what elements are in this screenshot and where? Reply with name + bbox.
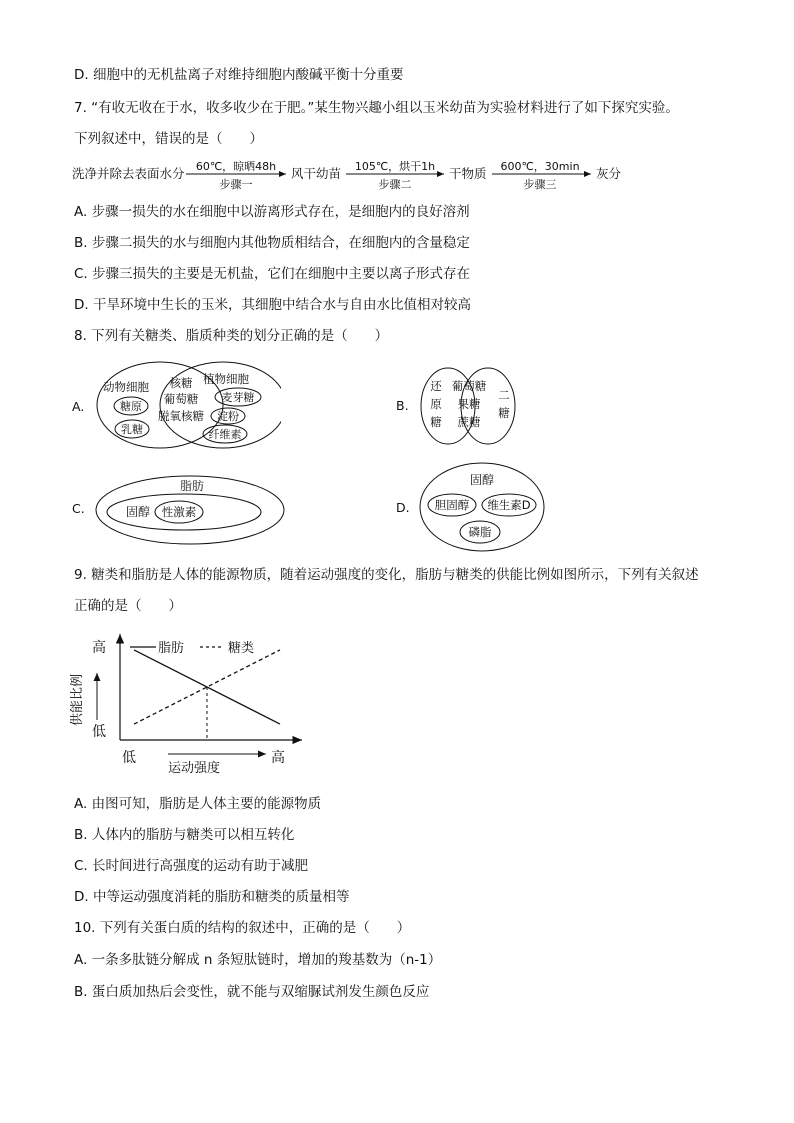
q8c-label: C. (72, 501, 85, 516)
glycogen-text: 糖原 (120, 400, 142, 413)
flow-end: 灰分 (596, 166, 622, 181)
phospholipid-text: 磷脂 (468, 525, 492, 539)
flow-mid2: 干物质 (449, 166, 487, 181)
plant-cell-title: 植物细胞 (203, 372, 249, 386)
q9-plot-area (134, 650, 280, 740)
q9-stem-line2: 正确的是（ ） (74, 598, 182, 614)
vitamin-d-text: 维生素D (487, 498, 531, 512)
x-tick-high: 高 (271, 750, 285, 766)
q8-option-c-diagram (66, 470, 291, 550)
flow-arrow2-top: 105℃，烘干1h (354, 160, 436, 173)
q7-flow-diagram (70, 155, 630, 195)
cholesterol-text: 胆固醇 (434, 498, 470, 512)
b-left-3: 糖 (430, 415, 442, 429)
q10-option-b: B. 蛋白质加热后会变性，就不能与双缩脲试剂发生颜色反应 (74, 984, 430, 1000)
q9-option-c: C. 长时间进行高强度的运动有助于减肥 (74, 858, 309, 874)
flow-arrow1-bottom: 步骤一 (219, 178, 253, 191)
flow-arrow1-top: 60℃，晾晒48h (195, 160, 277, 173)
flow-arrow3-top: 600℃，30min (500, 160, 580, 173)
q7-option-a: A. 步骤一损失的水在细胞中以游离形式存在，是细胞内的良好溶剂 (74, 204, 470, 220)
flow-arrow2-bottom: 步骤二 (378, 178, 412, 191)
q7-stem-line2: 下列叙述中，错误的是（ ） (74, 131, 263, 147)
q9-option-d: D. 中等运动强度消耗的脂肪和糖类的质量相等 (74, 889, 350, 905)
q6-option-d: D. 细胞中的无机盐离子对维持细胞内酸碱平衡十分重要 (74, 67, 404, 83)
b-mid-3: 蔗糖 (457, 415, 481, 429)
starch-text: 淀粉 (217, 410, 239, 423)
legend-fat: 脂肪 (158, 641, 185, 656)
maltose-text: 麦芽糖 (221, 391, 255, 404)
q8-option-a-diagram (66, 355, 281, 455)
flow-start: 洗净并除去表面水分 (72, 166, 185, 181)
q7-option-d: D. 干旱环境中生长的玉米，其细胞中结合水与自由水比值相对较高 (74, 297, 471, 313)
b-left-1: 还 (430, 379, 442, 393)
b-mid-1: 葡萄糖 (451, 379, 487, 393)
q9-stem-line1: 9. 糖类和脂肪是人体的能源物质，随着运动强度的变化，脂肪与糖类的供能比例如图所示，下列有关叙述 (74, 567, 699, 583)
q9-option-a: A. 由图可知，脂肪是人体主要的能源物质 (74, 796, 322, 812)
ribose-text: 核糖 (169, 376, 193, 390)
sterol-text: 固醇 (125, 505, 151, 519)
q8a-label: A. (72, 399, 85, 414)
b-right-1: 二 (498, 388, 510, 402)
y-tick-low: 低 (92, 724, 106, 740)
y-tick-high: 高 (92, 640, 106, 656)
q8b-label: B. (396, 398, 409, 413)
q7-stem-line1: 7. “有收无收在于水，收多收少在于肥。”某生物兴趣小组以玉米幼苗为实验材料进行了如下探究实验。 (74, 100, 679, 116)
b-right-2: 糖 (498, 406, 510, 420)
q9-line-chart (66, 628, 316, 778)
q8-option-d-diagram (392, 460, 552, 555)
q7-option-b: B. 步骤二损失的水与细胞内其他物质相结合，在细胞内的含量稳定 (74, 235, 470, 251)
q10-stem: 10. 下列有关蛋白质的结构的叙述中，正确的是（ ） (74, 920, 411, 936)
cellulose-text: 纤维素 (208, 428, 242, 441)
y-axis-label: 供能比例 (70, 673, 85, 726)
flow-arrow3-bottom: 步骤三 (523, 178, 557, 191)
q8-stem: 8. 下列有关糖类、脂质种类的划分正确的是（ ） (74, 328, 389, 344)
fat-title: 脂肪 (179, 479, 205, 493)
q9-option-b: B. 人体内的脂肪与糖类可以相互转化 (74, 827, 295, 843)
q8-option-b-diagram (392, 366, 527, 446)
animal-cell-title: 动物细胞 (103, 380, 149, 394)
q7-option-c: C. 步骤三损失的主要是无机盐，它们在细胞中主要以离子形式存在 (74, 266, 471, 282)
d-title: 固醇 (469, 473, 495, 487)
x-axis-label: 运动强度 (168, 761, 221, 776)
q8d-label: D. (396, 500, 410, 515)
q10-option-a: A. 一条多肽链分解成 n 条短肽链时，增加的羧基数为（n-1） (74, 952, 442, 968)
glucose-text: 葡萄糖 (163, 392, 199, 406)
lactose-text: 乳糖 (121, 423, 143, 436)
deoxyribose-text: 脱氧核糖 (158, 409, 204, 423)
b-mid-2: 果糖 (457, 397, 481, 411)
legend-sugar: 糖类 (228, 641, 255, 656)
x-tick-low: 低 (122, 750, 136, 766)
b-left-2: 原 (430, 397, 442, 411)
sex-hormone-text: 性激素 (161, 505, 197, 519)
flow-mid1: 风干幼苗 (291, 166, 342, 181)
